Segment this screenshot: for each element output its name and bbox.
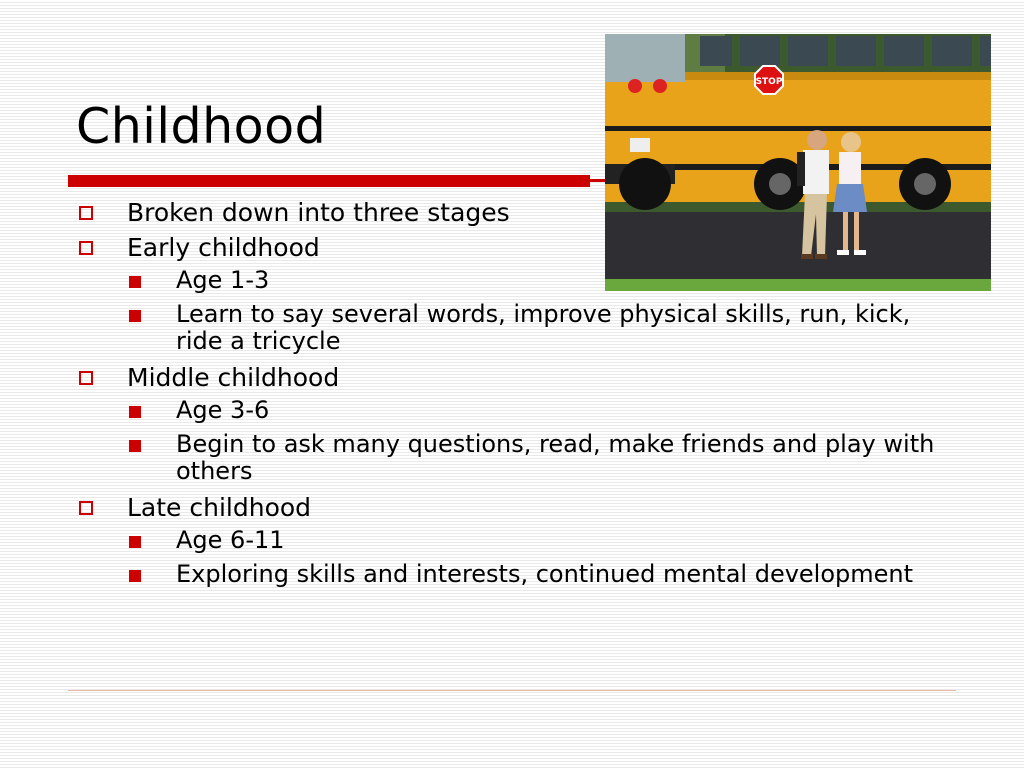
sub-bullet-item <box>76 561 956 588</box>
filled-square-bullet-icon <box>129 276 141 288</box>
sub-bullet-item <box>76 267 956 294</box>
bullet-text: Broken down into three stages <box>127 198 510 227</box>
bullet-item <box>76 197 956 228</box>
filled-square-bullet-icon <box>129 440 141 452</box>
sub-bullet-text: Age 6-11 <box>176 526 285 554</box>
hollow-square-bullet-icon <box>79 501 93 515</box>
sub-bullet-text: Age 1-3 <box>176 266 270 294</box>
title-underline <box>68 175 590 187</box>
filled-square-bullet-icon <box>129 570 141 582</box>
filled-square-bullet-icon <box>129 406 141 418</box>
bullet-item <box>76 362 956 393</box>
filled-square-bullet-icon <box>129 536 141 548</box>
bullet-text: Late childhood <box>127 493 312 522</box>
sub-bullet-item <box>76 397 956 424</box>
sub-bullet-text: Learn to say several words, improve physical skills, run, kick, ride a tricycle <box>176 300 911 355</box>
bullet-text: Middle childhood <box>127 363 340 392</box>
filled-square-bullet-icon <box>129 310 141 322</box>
bullet-list <box>76 197 956 595</box>
sub-bullet-text: Begin to ask many questions, read, make friends and play with others <box>176 430 935 485</box>
sub-bullet-text: Exploring skills and interests, continued mental development <box>176 560 914 588</box>
sub-bullet-item <box>76 527 956 554</box>
bullet-item <box>76 492 956 523</box>
bullet-text: Early childhood <box>127 233 320 262</box>
slide-title: Childhood <box>76 98 327 155</box>
sub-bullet-item <box>76 431 956 485</box>
stop-sign-text: STOP <box>755 77 783 87</box>
bullet-item <box>76 232 956 263</box>
hollow-square-bullet-icon <box>79 371 93 385</box>
sub-bullet-text: Age 3-6 <box>176 396 270 424</box>
hollow-square-bullet-icon <box>79 241 93 255</box>
title-underline-tail <box>590 179 606 182</box>
hollow-square-bullet-icon <box>79 206 93 220</box>
footer-divider <box>68 690 956 691</box>
sub-bullet-item <box>76 301 956 355</box>
